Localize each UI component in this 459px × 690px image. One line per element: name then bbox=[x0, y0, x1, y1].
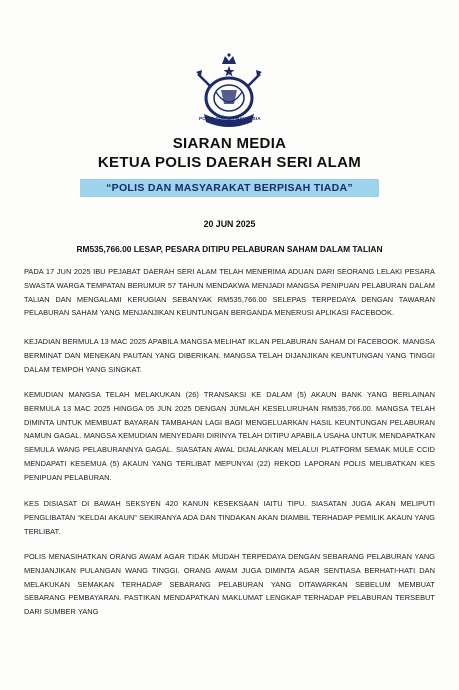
paragraph-4: KES DISIASAT DI BAWAH SEKSYEN 420 KANUN KESEKSAAN IAITU TIPU. SIASATAN JUGA AKAN MELIPUTI PENGLIBATAN “KELDAI AKAUN” SEKIRANYA ADA DAN TINDAKAN AKAN DIAMBIL TERHADAP PEMILIK AKAUN YANG TERLIBAT. bbox=[24, 499, 435, 536]
heading-district-chief: KETUA POLIS DAERAH SERI ALAM bbox=[97, 154, 362, 171]
release-date: 20 JUN 2025 bbox=[203, 219, 256, 229]
crest-caption: POLIS DIRAJA MALAYSIA bbox=[199, 116, 261, 121]
motto-banner bbox=[80, 179, 379, 197]
motto-text: “POLIS DAN MASYARAKAT BERPISAH TIADA” bbox=[106, 182, 353, 194]
release-subject: RM535,766.00 LESAP, PESARA DITIPU PELABURAN SAHAM DALAM TALIAN bbox=[76, 244, 383, 254]
paragraph-5: POLIS MENASIHATKAN ORANG AWAM AGAR TIDAK MUDAH TERPEDAYA DENGAN SEBARANG PELABURAN YANG MENJANJIKAN PULANGAN WANG TINGGI. ORANG AWAM JUGA DIMINTA AGAR SENTIASA BERHATI-HATI DAN MELAKUKAN SEMAKAN TERHADAP SEBARANG PELABURAN YANG DITAWARKAN SEBELUM MEMBUAT SEBARANG PEMBAYARAN. PASTIKAN MENDAPATKAN MAKLUMAT LENGKAP TERHADAP PELABURAN TERSEBUT DARI SUMBER YANG bbox=[24, 552, 435, 617]
paragraph-1: PADA 17 JUN 2025 IBU PEJABAT DAERAH SERI ALAM TELAH MENERIMA ADUAN DARI SEORANG LELAKI PESARA SWASTA WARGA TEMPATAN BERUMUR 57 TAHUN MENDAKWA MENJADI MANGSA PENIPUAN PELABURAN DALAM TALIAN DAN MENGALAMI KERUGIAN SEBANYAK RM535,766.00 SELEPAS TERPEDAYA DENGAN TAWARAN PELABURAN SAHAM YANG MENJANJIKAN KEUNTUNGAN BERGANDA MENERUSI APLIKASI FACEBOOK. bbox=[24, 267, 435, 318]
paragraph-2: KEJADIAN BERMULA 13 MAC 2025 APABILA MANGSA MELIHAT IKLAN PELABURAN SAHAM DI FACEBOOK. MANGSA BERMINAT DAN MENEKAN PAUTAN YANG DIBERIKAN. MANGSA TELAH DIJANJIKAN KEUNTUNGAN YANG TINGGI DALAM TEMPOH YANG SINGKAT. bbox=[24, 337, 435, 374]
paragraph-3: KEMUDIAN MANGSA TELAH MELAKUKAN (26) TRANSAKSI KE DALAM (5) AKAUN BANK YANG BERLAINAN BERMULA 13 MAC 2025 HINGGA 05 JUN 2025 DENGAN JUMLAH KESELURUHAN RM535,766.00. MANGSA TELAH DIMINTA UNTUK MEMBUAT BAYARAN TAMBAHAN LAGI BAGI MENGELUARKAN HASIL KEUNTUNGAN PELABURAN NAMUN GAGAL. MANGSA KEMUDIAN MENYEDARI DIRINYA TELAH DITIPU APABILA USAHA UNTUK MENDAPATKAN SEMULA WANG PELABURANNYA GAGAL. SIASATAN AWAL DIJALANKAN MELALUI PLATFORM SEMAK MULE CCID MENDAPATI KESEMUA (5) AKAUN YANG TERLIBAT MEPUNYAI (22) REKOD LAPORAN POLIS MELIBATKAN KES PENIPUAN PELABURAN. bbox=[24, 390, 435, 482]
heading-press-release: SIARAN MEDIA bbox=[172, 135, 287, 152]
